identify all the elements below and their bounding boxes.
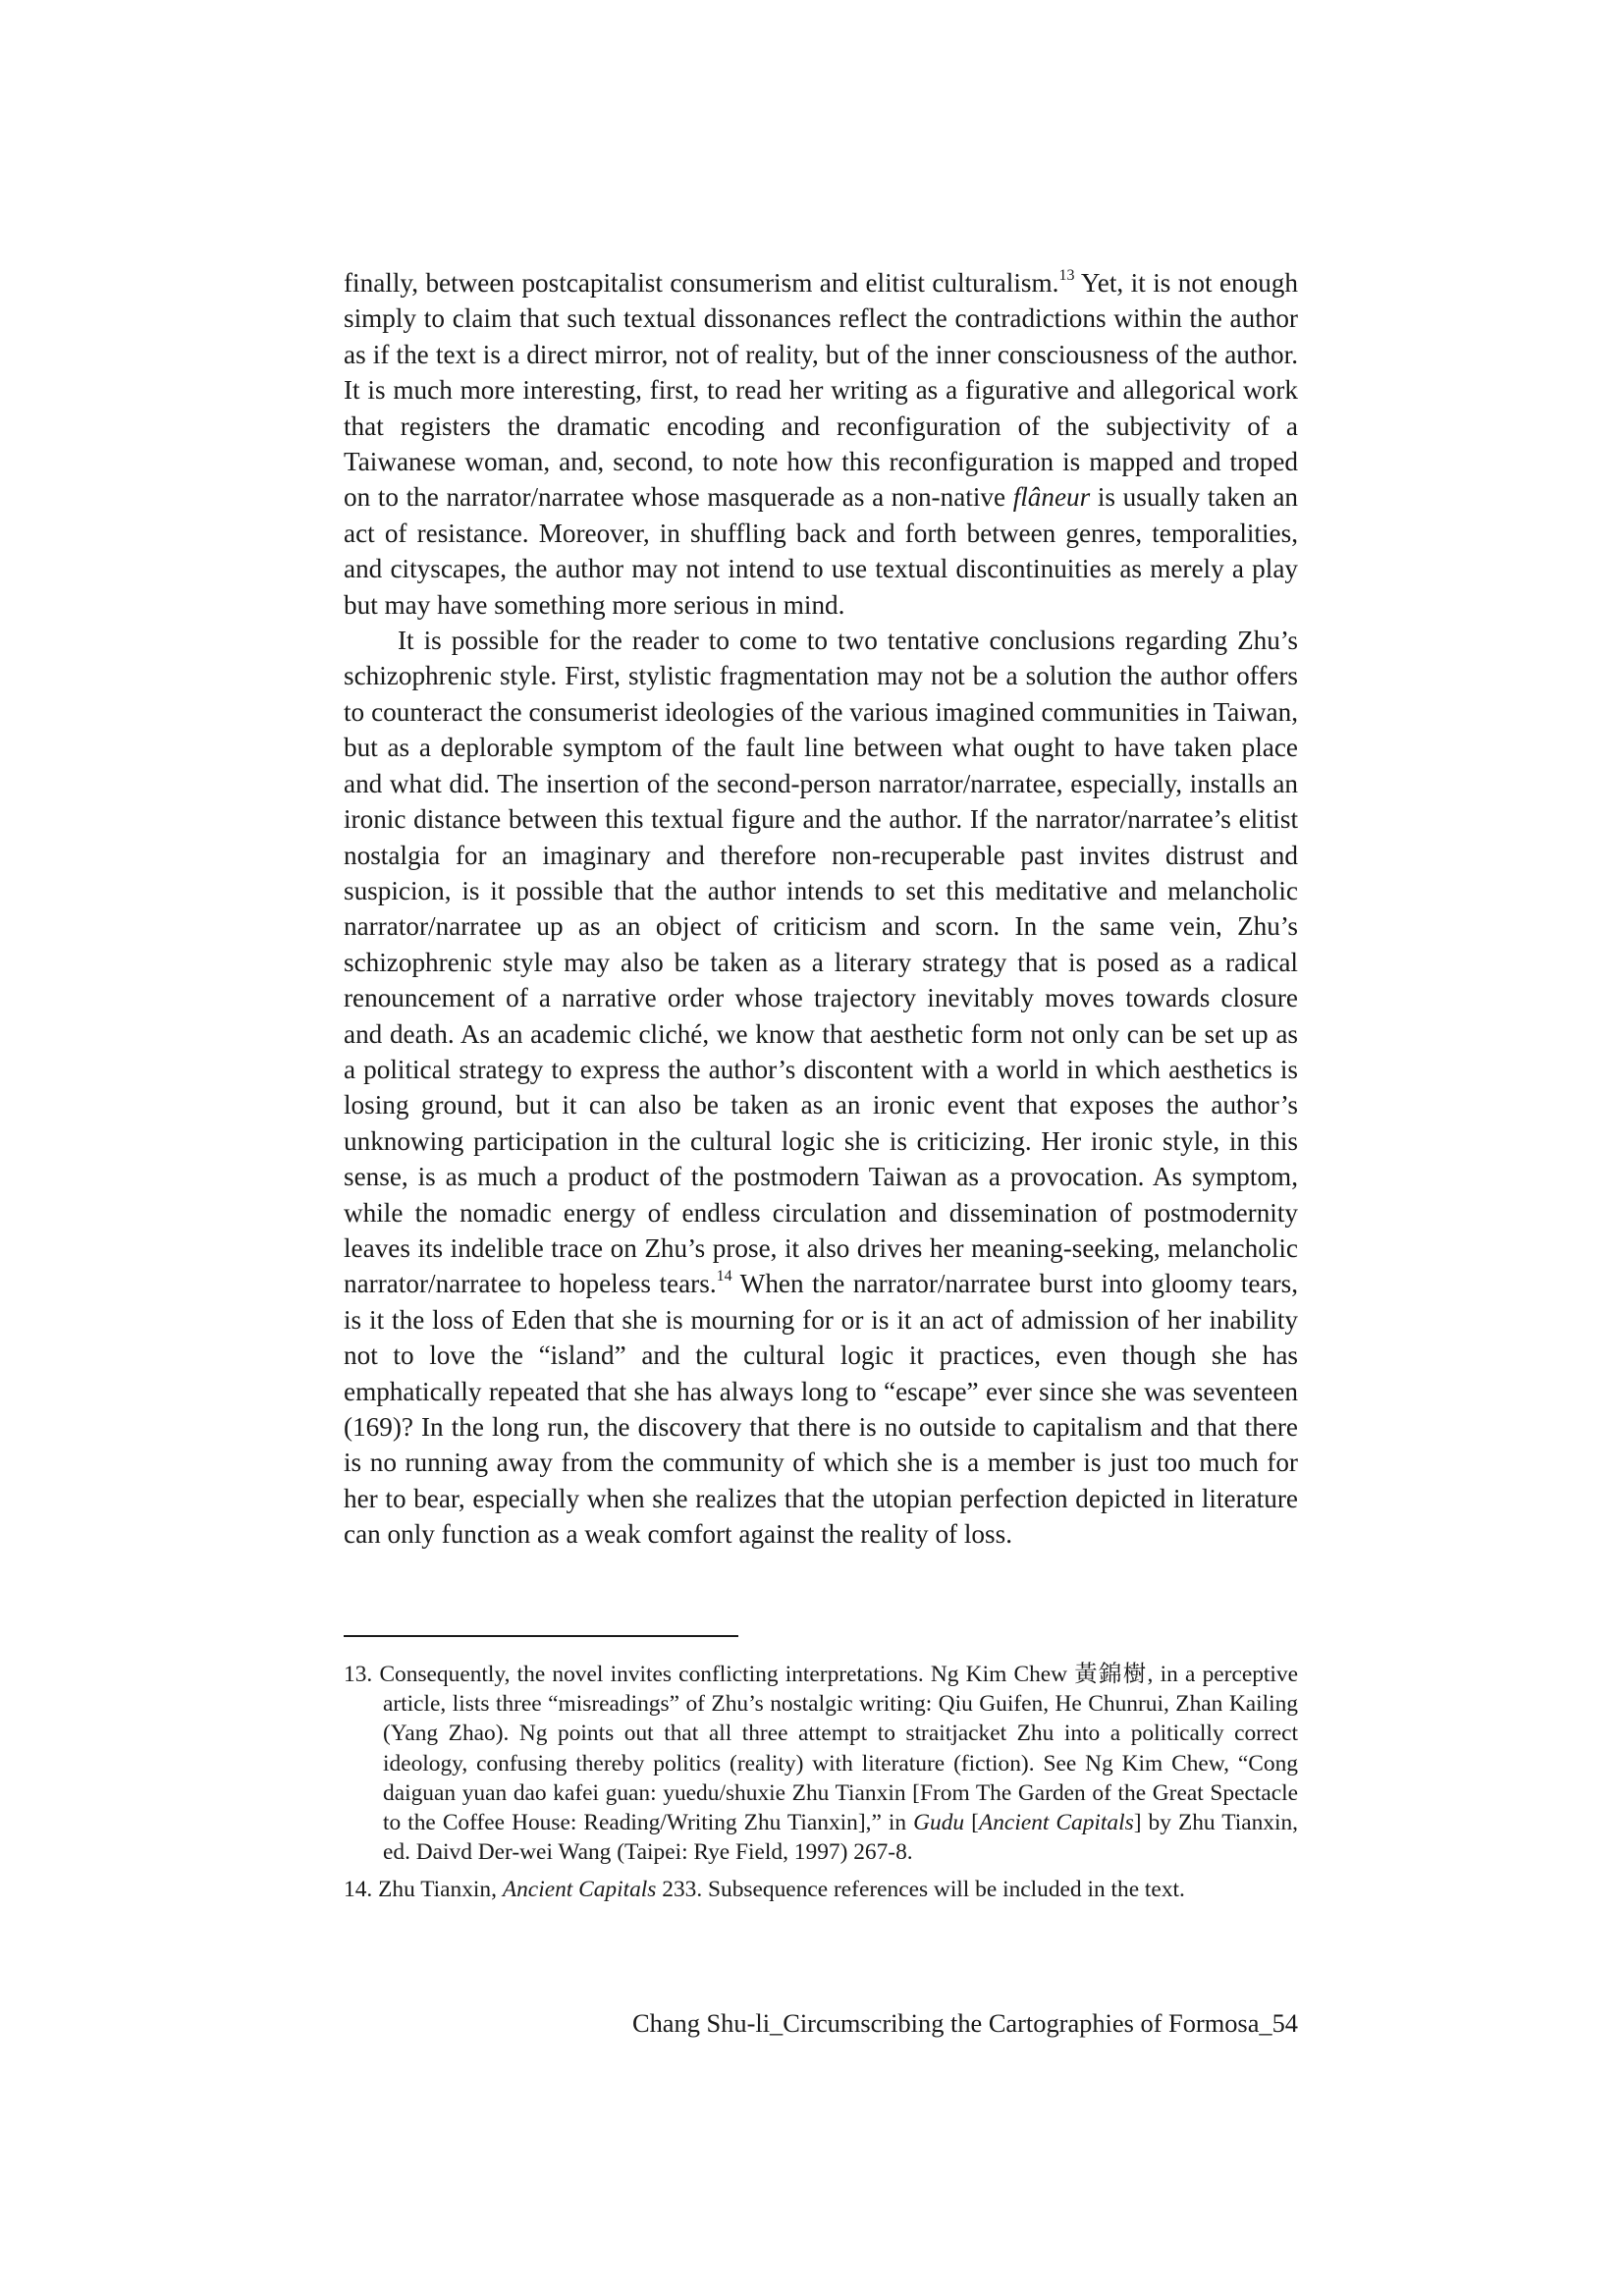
paragraph-1-text-a: finally, between postcapitalist consumerism and elitist culturalism. (344, 268, 1059, 298)
main-text (344, 265, 1298, 1553)
footnote-14-title-ancient-capitals: Ancient Capitals (502, 1877, 657, 1903)
footnote-separator (344, 1635, 738, 1637)
footnote-13-text-c: ] by Zhu Tianxin, ed. Daivd Der-wei Wang (Taipei: Rye Field, 1997) 267-8. (383, 1810, 1299, 1866)
footnote-13-text-b: [ (964, 1810, 979, 1836)
footnote-14-text-a: 14. Zhu Tianxin, (344, 1877, 503, 1903)
footnotes (344, 1660, 1298, 1913)
paragraph-1 (344, 265, 1298, 623)
footnote-14 (344, 1875, 1298, 1904)
footnote-13 (344, 1660, 1298, 1867)
running-footer: Chang Shu-li_Circumscribing the Cartographies of Formosa_54 (632, 2008, 1298, 2038)
paragraph-2-text-a: It is possible for the reader to come to two tentative conclusions regarding Zhu’s schizophrenic style. First, stylistic fragmentation may not be a solution the author offers to counteract the consumerist ideologies of the various imagined communities in Taiwan, but as a deplorable symptom of the fault line between what ought to have taken place and what did. The insertion of the second-person narrator/narratee, especially, installs an ironic distance between this textual figure and the author. If the narrator/narratee’s elitist nostalgia for an imaginary and therefore non-recuperable past invites distrust and suspicion, is it possible that the author intends to set this meditative and melancholic narrator/narratee up as an object of criticism and scorn. In the same vein, Zhu’s schizophrenic style may also be taken as a literary strategy that is posed as a radical renouncement of a narrative order whose trajectory inevitably moves towards closure and death. As an academic cliché, we know that aesthetic form not only can be set up as a political strategy to express the author’s discontent with a world in which aesthetics is losing ground, but it can also be taken as an ironic event that exposes the author’s unknowing participation in the cultural logic she is criticizing. Her ironic style, in this sense, is as much a product of the postmodern Taiwan as a provocation. As symptom, while the nomadic energy of endless circulation and dissemination of postmodernity leaves its indelible trace on Zhu’s prose, it also drives her meaning-seeking, melancholic narrator/narratee to hopeless tears. (344, 626, 1298, 1299)
flaneur-term: flâneur (1012, 482, 1091, 513)
footnote-13-text-a: 13. Consequently, the novel invites conflicting interpretations. Ng Kim Chew 黃錦樹, in a perceptive article, lists three “misreadings” of Zhu’s nostalgic writing: Qiu Guifen, He Chunrui, Zhan Kailing (Yang Zhao). Ng points out that all three attempt to straitjacket Zhu into a politically correct ideology, confusing thereby politics (reality) with literature (fiction). See Ng Kim Chew, “Cong daiguan yuan dao kafei guan: yuedu/shuxie Zhu Tianxin [From The Garden of the Great Spectacle to the Coffee House: Reading/Writing Zhu Tianxin],” in (344, 1662, 1298, 1836)
paragraph-1-text-c: is usually taken an act of resistance. Moreover, in shuffling back and forth between genres, temporalities, and cityscapes, the author may not intend to use textual discontinuities as merely a play but may have something more serious in mind. (344, 482, 1298, 620)
paragraph-2-text-b: When the narrator/narratee burst into gloomy tears, is it the loss of Eden that she is mourning for or is it an act of admission of her inability not to love the “island” and the cultural logic it practices, even though she has emphatically repeated that she has always long to “escape” ever since she was seventeen (169)? In the long run, the discovery that there is no outside to capitalism and that there is no running away from the community of which she is a member is just too much for her to bear, especially when she realizes that the utopian perfection depicted in literature can only function as a weak comfort against the reality of loss. (344, 1269, 1298, 1550)
footnote-13-title-gudu: Gudu (913, 1810, 965, 1836)
footnote-ref-14[interactable]: 14 (716, 1268, 732, 1285)
paragraph-2 (344, 623, 1298, 1553)
paragraph-1-text-b: Yet, it is not enough simply to claim that such textual dissonances reflect the contradictions within the author as if the text is a direct mirror, not of reality, but of the inner consciousness of the author. It is much more interesting, first, to read her writing as a figurative and allegorical work that registers the dramatic encoding and reconfiguration of the subjectivity of a Taiwanese woman, and, second, to note how this reconfiguration is mapped and troped on to the narrator/narratee whose masquerade as a non-native (344, 268, 1298, 513)
footnote-ref-13[interactable]: 13 (1058, 266, 1075, 284)
footnote-14-text-b: 233. Subsequence references will be included in the text. (656, 1877, 1185, 1903)
footnote-13-title-ancient-capitals: Ancient Capitals (978, 1810, 1134, 1836)
